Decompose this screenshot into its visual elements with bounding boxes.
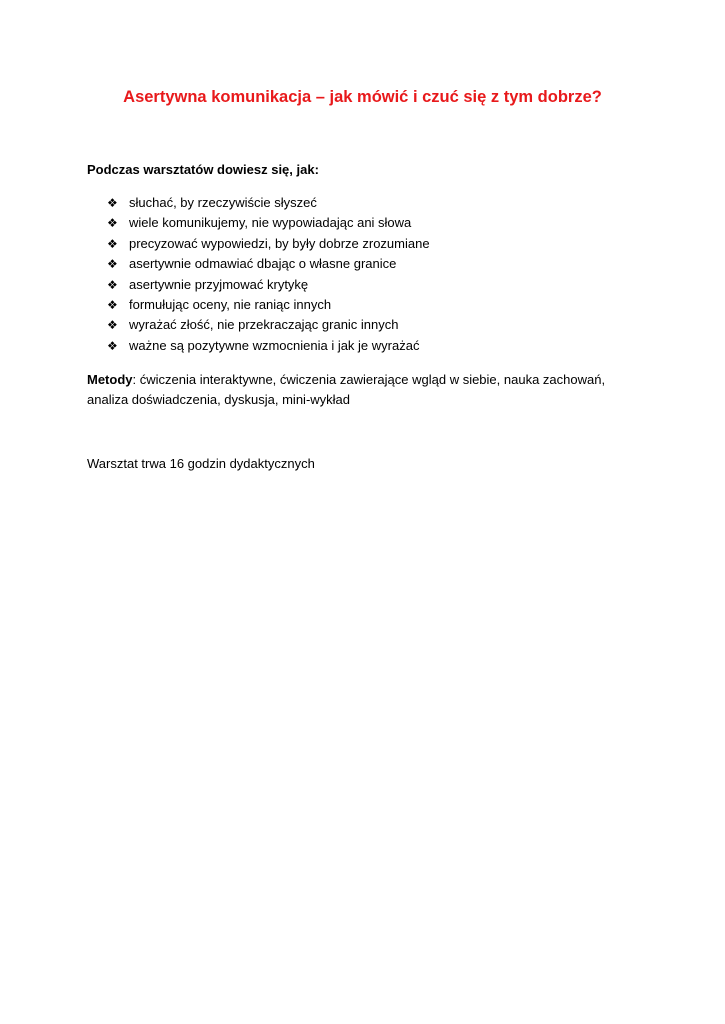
list-item — [107, 295, 430, 315]
intro-heading: Podczas warsztatów dowiesz się, jak: — [87, 162, 319, 177]
methods-paragraph — [87, 370, 647, 410]
list-item — [107, 193, 430, 213]
list-item-text: słuchać, by rzeczywiście słyszeć — [129, 195, 317, 210]
list-item-text: wiele komunikujemy, nie wypowiadając ani słowa — [129, 215, 412, 231]
list-item — [107, 336, 430, 356]
four-diamond-bullet-icon: ❖ — [107, 236, 118, 251]
duration-text: Warsztat trwa 16 godzin dydaktycznych — [87, 456, 315, 471]
list-item-text: formułując oceny, nie raniąc innych — [129, 296, 332, 312]
methods-text: : ćwiczenia interaktywne, ćwiczenia zawierające wgląd w siebie, nauka zachowań, analiza doświadczenia, dyskusja, mini-wykład — [87, 372, 606, 407]
methods-label: Metody — [87, 372, 133, 387]
document-title: Asertywna komunikacja – jak mówić i czuć się z tym dobrze? — [123, 88, 602, 106]
list-item — [107, 213, 430, 233]
four-diamond-bullet-icon: ❖ — [107, 297, 118, 312]
list-item-text: asertywnie odmawiać dbając o własne granice — [129, 256, 397, 272]
four-diamond-bullet-icon: ❖ — [107, 277, 118, 292]
list-item-text: asertywnie przyjmować krytykę — [129, 276, 309, 292]
list-item — [107, 234, 430, 254]
list-item-text: precyzować wypowiedzi, by były dobrze zrozumiane — [129, 235, 430, 251]
list-item-text: wyrażać złość, nie przekraczając granic innych — [129, 317, 399, 333]
list-item-text: ważne są pozytywne wzmocnienia i jak je wyrażać — [129, 337, 420, 353]
four-diamond-bullet-icon: ❖ — [107, 318, 118, 333]
list-item — [107, 275, 430, 295]
four-diamond-bullet-icon: ❖ — [107, 338, 118, 353]
topics-list — [107, 193, 430, 356]
four-diamond-bullet-icon: ❖ — [107, 196, 118, 210]
four-diamond-bullet-icon: ❖ — [107, 216, 118, 231]
list-item — [107, 315, 430, 335]
list-item — [107, 254, 430, 274]
four-diamond-bullet-icon: ❖ — [107, 257, 118, 272]
